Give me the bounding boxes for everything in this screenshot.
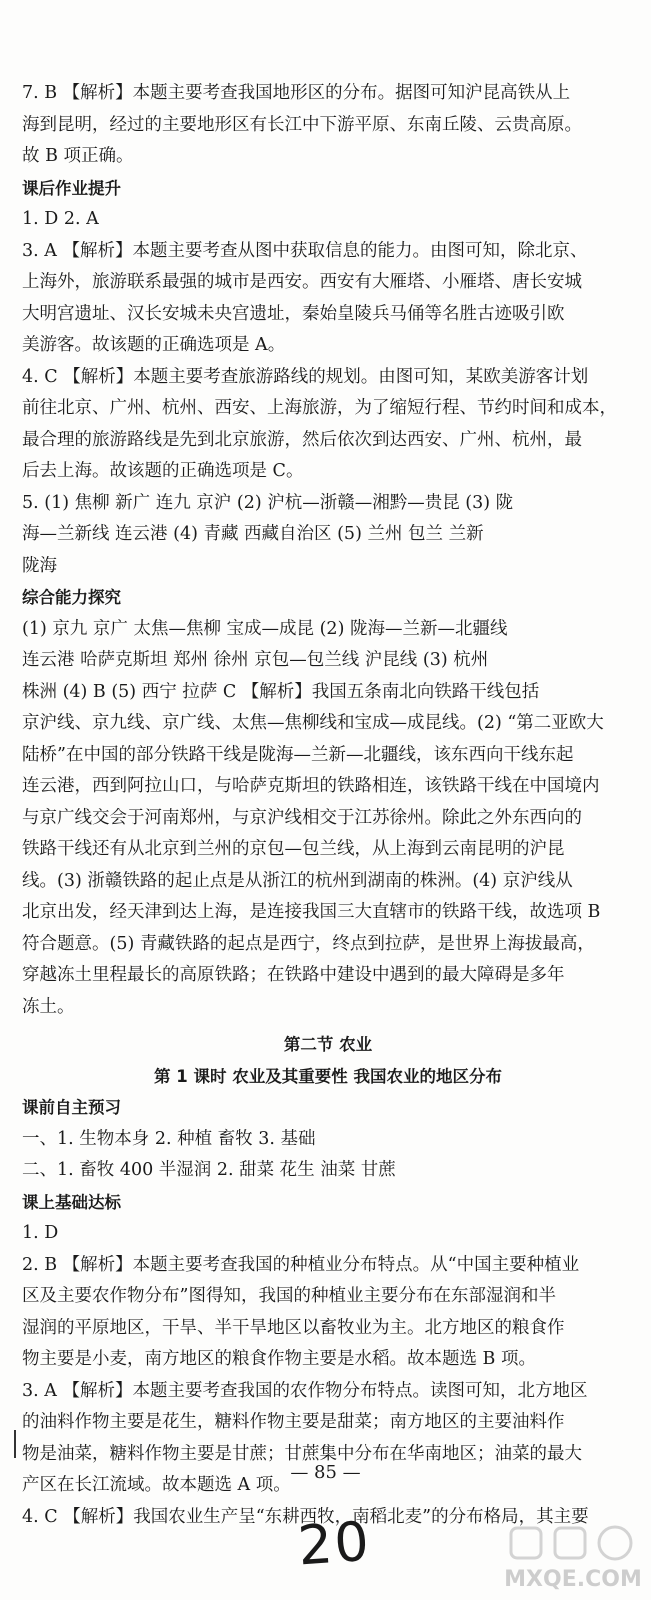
page-number: — 85 — xyxy=(290,1462,361,1483)
text-line: 连云港，西到阿拉山口，与哈萨克斯坦的铁路相连，该铁路干线在中国境内 xyxy=(22,776,600,796)
heading-title: 课上基础达标 xyxy=(22,1192,121,1212)
text-line: 陇海 xyxy=(22,555,57,576)
text-line: 3. A 【解析】本题主要考查从图中获取信息的能力。由图可知，除北京、 xyxy=(22,240,588,261)
text-line: 4. C 【解析】本题主要考查旅游路线的规划。由图可知，某欧美游客计划 xyxy=(22,366,589,387)
text-line: 一、1. 生物本身 2. 种植 畜牧 3. 基础 xyxy=(22,1128,316,1149)
text-line: 的油料作物主要是花生，糖料作物主要是甜菜；南方地区的主要油料作 xyxy=(22,1412,565,1432)
text-line: 北京出发，经天津到达上海，是连接我国三大直辖市的铁路干线，故选项 B xyxy=(22,902,601,922)
text-line: (1) 京九 京广 太焦—焦柳 宝成—成昆 (2) 陇海—兰新—北疆线 xyxy=(22,618,508,639)
watermark-icon xyxy=(503,1522,643,1568)
text-line: 冻土。 xyxy=(22,996,75,1017)
text-line: 京沪线、京九线、京广线、太焦—焦柳线和宝成—成昆线。(2) “第二亚欧大 xyxy=(22,713,604,733)
text-line: 5. (1) 焦柳 新广 连九 京沪 (2) 沪杭—浙赣—湘黔—贵昆 (3) 陇 xyxy=(22,492,514,513)
text-line: 产区在长江流域。故本题选 A 项。 xyxy=(22,1475,291,1495)
watermark-text: MXQE.COM xyxy=(504,1567,642,1592)
handwritten-number: 20 xyxy=(295,1509,373,1578)
text-line: 符合题意。(5) 青藏铁路的起点是西宁，终点到拉萨，是世界上海拔最高， xyxy=(22,933,595,954)
text-line: 后去上海。故该题的正确选项是 C。 xyxy=(22,461,304,481)
text-line: 4. C 【解析】我国农业生产呈“东耕西牧，南稻北麦”的分布格局，其主要 xyxy=(22,1506,589,1527)
text-line: 7. B 【解析】本题主要考查我国地形区的分布。据图可知沪昆高铁从上 xyxy=(22,83,571,103)
text-line: 故 B 项正确。 xyxy=(22,146,134,166)
text-line: 陆桥”在中国的部分铁路干线是陇海—兰新—北疆线，该东西向干线东起 xyxy=(22,744,574,765)
section-title: 第二节 农业 xyxy=(283,1035,373,1054)
text-line: 连云港 哈萨克斯坦 郑州 徐州 京包—包兰线 沪昆线 (3) 杭州 xyxy=(22,650,489,670)
text-line: 穿越冻土里程最长的高原铁路；在铁路中建设中遇到的最大障碍是多年 xyxy=(22,965,565,985)
text-line: 线。(3) 浙赣铁路的起止点是从浙江的杭州到湖南的株洲。(4) 京沪线从 xyxy=(22,870,573,891)
text-line: 2. B 【解析】本题主要考查我国的种植业分布特点。从“中国主要种植业 xyxy=(22,1254,580,1275)
text-line: 1. D 2. A xyxy=(22,209,99,229)
watermark-logo xyxy=(503,1522,643,1592)
text-line: 1. D xyxy=(22,1223,59,1243)
text-line: 株洲 (4) B (5) 西宁 拉萨 C 【解析】我国五条南北向铁路干线包括 xyxy=(22,681,540,702)
text-line: 上海外，旅游联系最强的城市是西安。西安有大雁塔、小雁塔、唐长安城 xyxy=(22,272,582,292)
text-line: 物主要是小麦，南方地区的粮食作物主要是水稻。故本题选 B 项。 xyxy=(22,1349,536,1369)
text-line: 区及主要农作物分布”图得知，我国的种植业主要分布在东部湿润和半 xyxy=(22,1286,556,1306)
text-line: 物是油菜，糖料作物主要是甘蔗；甘蔗集中分布在华南地区；油菜的最大 xyxy=(22,1443,582,1464)
text-line: 湿润的平原地区，干旱、半干旱地区以畜牧业为主。北方地区的粮食作 xyxy=(22,1317,565,1338)
heading-title: 综合能力探究 xyxy=(22,588,121,607)
text-line: 二、1. 畜牧 400 半湿润 2. 甜菜 花生 油菜 甘蔗 xyxy=(22,1160,396,1180)
text-line: 海—兰新线 连云港 (4) 青藏 西藏自治区 (5) 兰州 包兰 兰新 xyxy=(22,524,484,544)
text-line: 海到昆明，经过的主要地形区有长江中下游平原、东南丘陵、云贵高原。 xyxy=(22,114,582,135)
text-line: 前往北京、广州、杭州、西安、上海旅游，为了缩短行程、节约时间和成本， xyxy=(22,398,617,418)
text-line: 美游客。故该题的正确选项是 A。 xyxy=(22,335,286,355)
text-line: 最合理的旅游路线是先到北京旅游，然后依次到达西安、广州、杭州，最 xyxy=(22,429,582,450)
text-line: 大明宫遗址、汉长安城未央宫遗址，秦始皇陵兵马俑等名胜古迹吸引欧 xyxy=(22,303,565,324)
text-line: 3. A 【解析】本题主要考查我国的农作物分布特点。读图可知，北方地区 xyxy=(22,1380,588,1401)
heading-title: 课前自主预习 xyxy=(22,1098,121,1117)
document-page xyxy=(22,78,634,1533)
text-line: 铁路干线还有从北京到兰州的京包—包兰线，从上海到云南昆明的沪昆 xyxy=(22,839,565,859)
margin-rule xyxy=(14,1430,16,1458)
heading-title: 课后作业提升 xyxy=(22,178,121,198)
text-line: 与京广线交会于河南郑州，与京沪线相交于江苏徐州。除此之外东西向的 xyxy=(22,807,582,828)
lesson-title: 第 1 课时 农业及其重要性 我国农业的地区分布 xyxy=(154,1066,502,1086)
